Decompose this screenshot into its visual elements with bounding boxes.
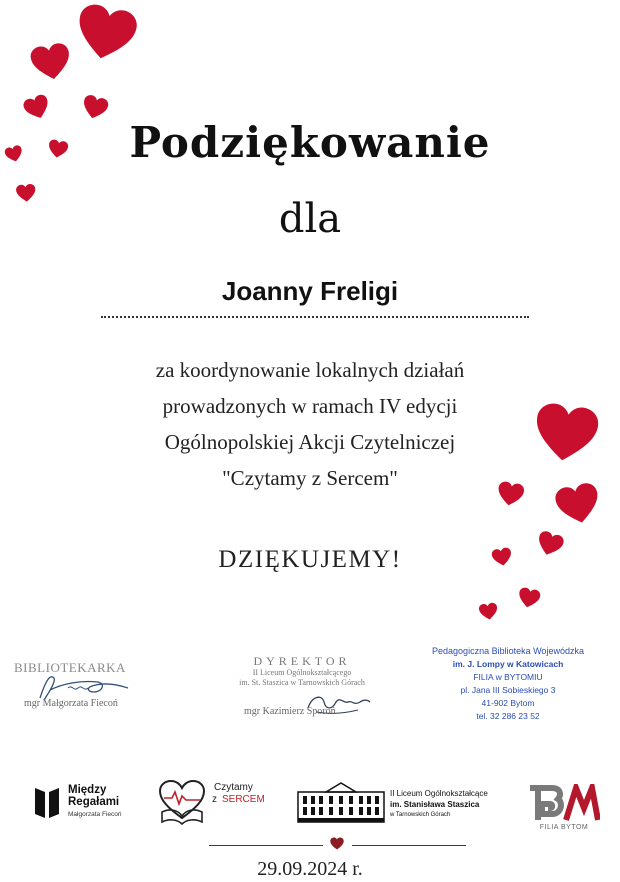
bm-monogram-icon: [528, 784, 600, 822]
page-title: Podziękowanie: [129, 118, 491, 167]
filia-label: FILIA BYTOM: [539, 824, 589, 831]
heart-icon: [530, 400, 601, 466]
body-line: prowadzonych w ramach IV edycji: [162, 394, 458, 418]
footer-rule: [209, 845, 323, 846]
librarian-role: BIBLIOTEKARKA: [14, 660, 126, 675]
librarian-stamp: [10, 656, 140, 716]
director-stamp: [222, 654, 392, 724]
director-line: im. St. Staszica w Tarnowskich Górach: [239, 678, 365, 687]
library-stamp-line: tel. 32 286 23 52: [476, 711, 540, 721]
liceum-line: II Liceum Ogólnokształcące: [390, 789, 488, 798]
date-text: 29.09.2024 r.: [257, 858, 363, 880]
library-stamp-line: pl. Jana III Sobieskiego 3: [460, 685, 556, 695]
body-line: za koordynowanie lokalnych działań: [155, 358, 465, 382]
miedzy-name-line: Regałami: [68, 796, 120, 808]
director-name: mgr Kazimierz Sporoń: [244, 706, 336, 717]
czytamy-prefix: z: [212, 794, 217, 805]
heart-icon: [71, 0, 142, 68]
heart-icon: [28, 41, 74, 83]
heart-icon: [516, 586, 542, 610]
for-word: dla: [278, 196, 342, 242]
liceum-line: w Tarnowskich Górach: [390, 812, 451, 818]
miedzy-subtitle: Małgorzata Fiecoń: [68, 811, 122, 818]
library-stamp-line: 41-902 Bytom: [481, 698, 535, 708]
library-stamp-line: FILIA w BYTOMIU: [473, 672, 543, 682]
miedzy-regalami-logo: [33, 782, 153, 826]
liceum-logo: [296, 780, 516, 826]
liceum-line: im. Stanisława Staszica: [390, 800, 480, 809]
czytamy-line: Czytamy: [214, 782, 253, 793]
heart-icon: [478, 602, 499, 621]
body-line: "Czytamy z Sercem": [222, 466, 398, 490]
librarian-name: mgr Małgorzata Fiecoń: [24, 698, 118, 709]
filia-bytom-logo: [526, 784, 606, 832]
body-line: Ogólnopolskiej Akcji Czytelniczej: [164, 430, 456, 454]
library-stamp: [408, 644, 608, 728]
footer-rule: [352, 845, 466, 846]
body-text: [80, 352, 540, 496]
director-role: DYREKTOR: [253, 654, 351, 668]
bookshelf-icon: [33, 786, 65, 820]
school-building-icon: [296, 780, 386, 824]
dotted-divider: [101, 316, 529, 318]
czytamy-z-sercem-logo: [156, 778, 266, 826]
library-stamp-line: im. J. Lompy w Katowicach: [452, 659, 564, 669]
miedzy-name-line: Między: [68, 784, 107, 796]
thanks-text: DZIĘKUJEMY!: [218, 546, 402, 573]
czytamy-accent: SERCEM: [222, 794, 265, 805]
recipient-name: Joanny Freligi: [221, 276, 399, 306]
library-stamp-line: Pedagogiczna Biblioteka Wojewódzka: [432, 646, 584, 656]
heart-icon: [552, 480, 603, 528]
director-line: II Liceum Ogólnokształcącego: [252, 668, 352, 677]
heart-book-icon: [156, 778, 208, 826]
heart-icon: [330, 837, 344, 855]
